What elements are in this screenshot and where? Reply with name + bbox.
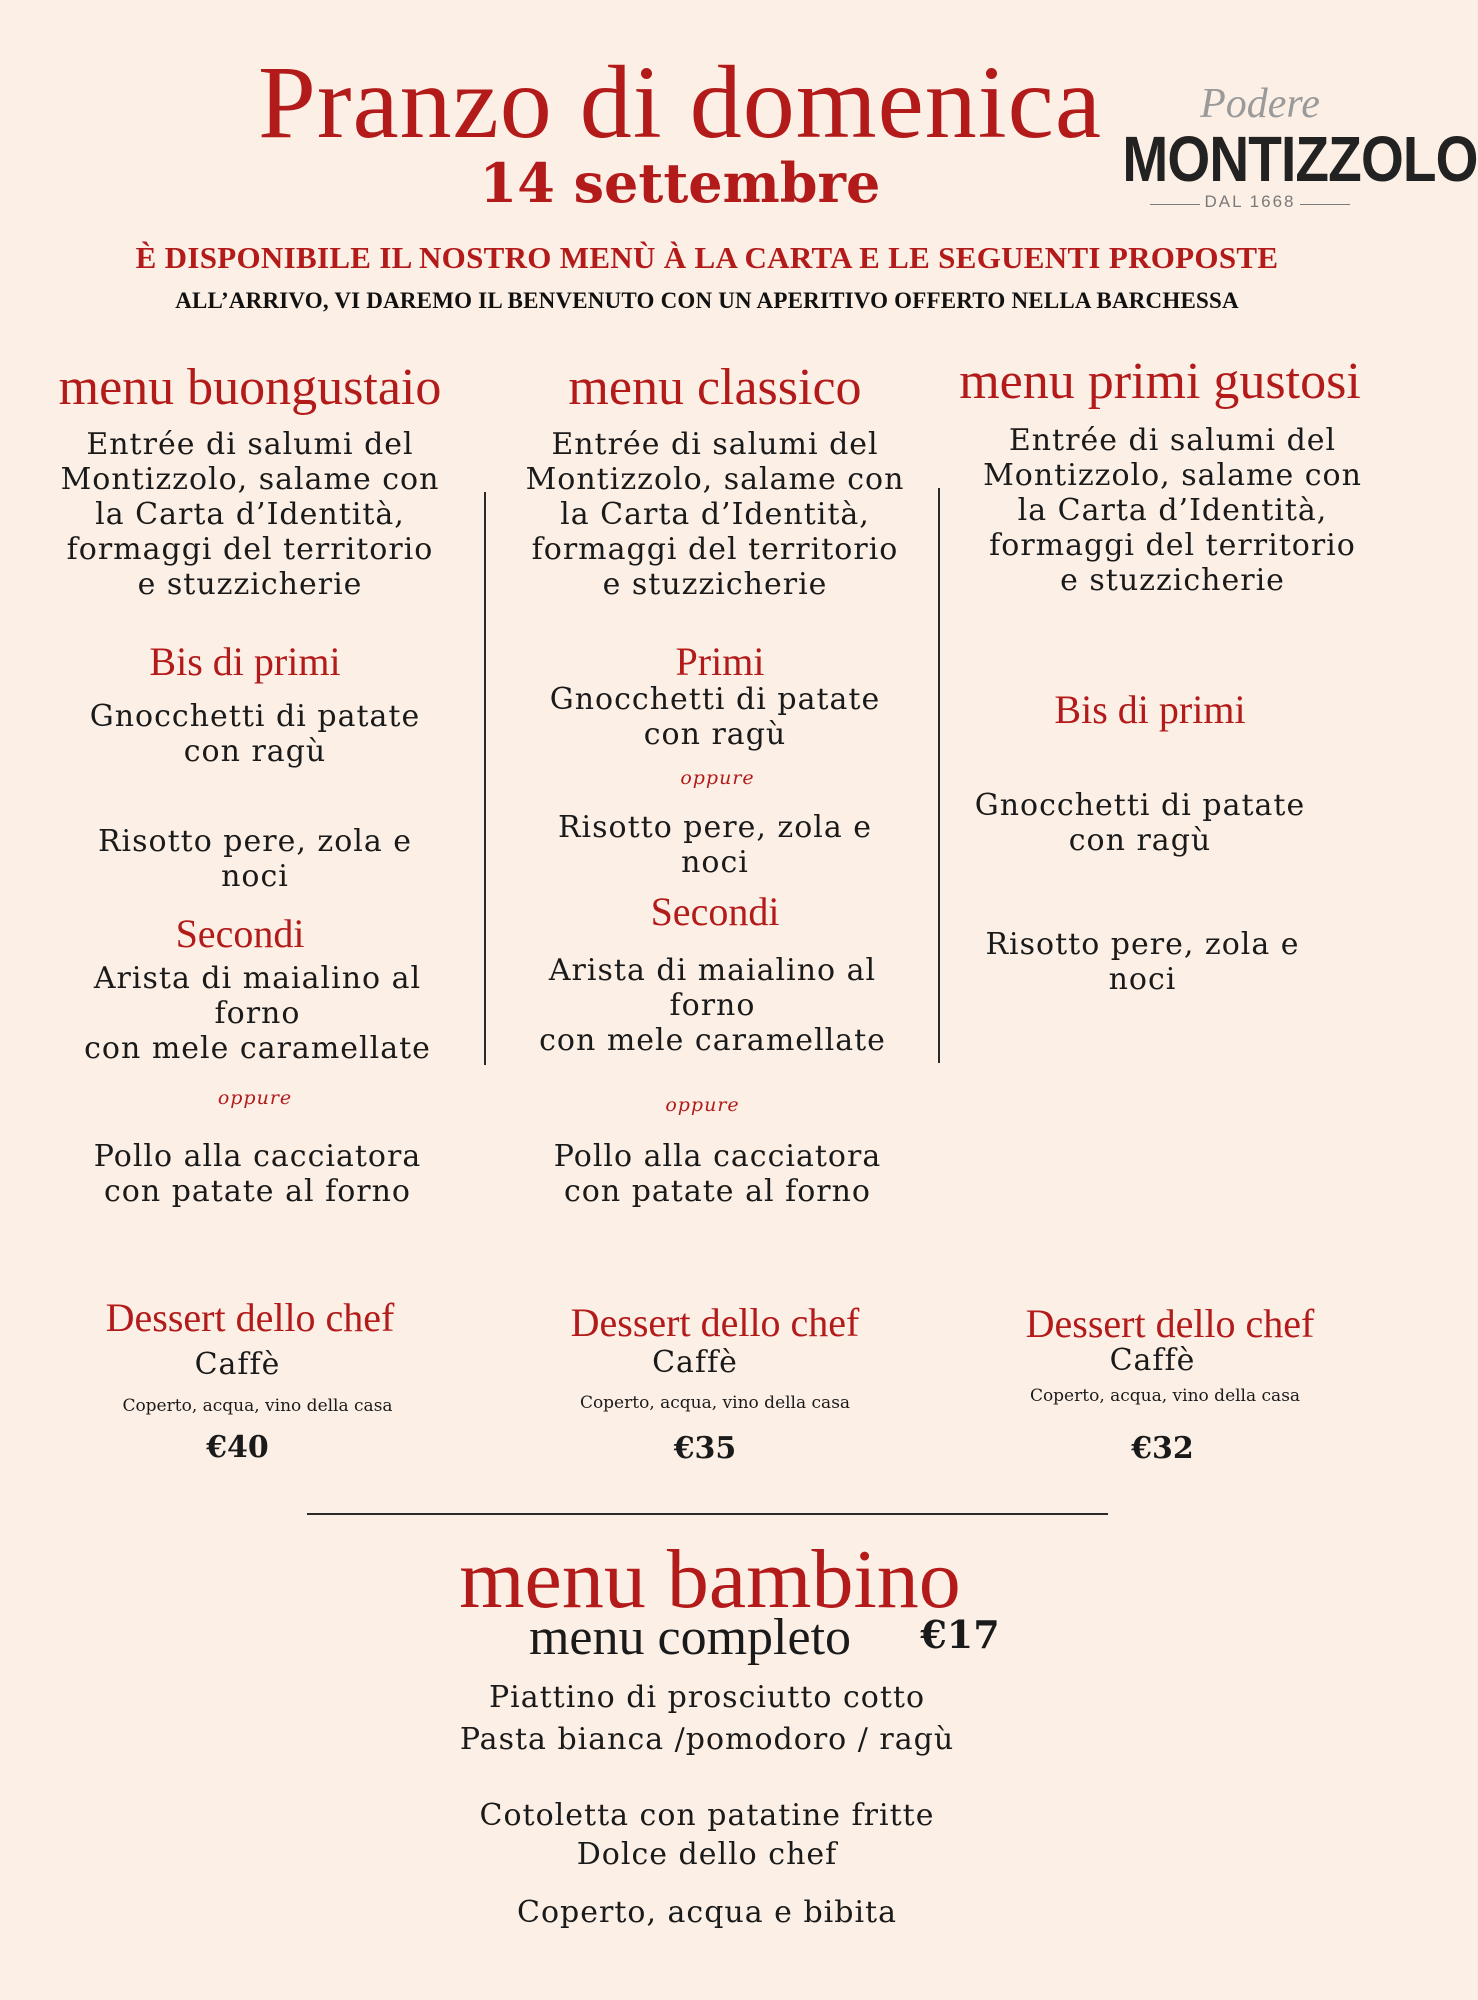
entree-line: formaggi del territorio bbox=[531, 532, 899, 567]
included-classico: Coperto, acqua, vino della casa bbox=[579, 1393, 851, 1413]
oppure-buongustaio: oppure bbox=[217, 1087, 293, 1109]
logo-rule-left bbox=[1150, 204, 1200, 205]
dish-line: Risotto pere, zola e bbox=[557, 810, 873, 845]
price-primi-gustosi: €32 bbox=[1131, 1431, 1194, 1466]
secondo-1-classico bbox=[490, 953, 935, 1058]
dish-line: con patate al forno bbox=[103, 1174, 411, 1209]
dish-line: Pollo alla cacciatora bbox=[553, 1139, 882, 1174]
dish-line: Arista di maialino al bbox=[93, 961, 422, 996]
entree-buongustaio bbox=[20, 427, 480, 602]
menu-title-primi-gustosi: menu primi gustosi bbox=[959, 353, 1361, 410]
kids-item: Pasta bianca /pomodoro / ragù bbox=[459, 1722, 955, 1757]
entree-primi-gustosi bbox=[940, 423, 1405, 598]
dessert-heading-classico: Dessert dello chef bbox=[570, 1300, 860, 1345]
dish-line: Arista di maialino al bbox=[548, 953, 877, 988]
dish-line: noci bbox=[681, 845, 749, 880]
entree-line: e stuzzicherie bbox=[137, 567, 363, 602]
coffee-primi-gustosi: Caffè bbox=[1109, 1343, 1196, 1378]
secondo-2-buongustaio bbox=[20, 1139, 495, 1209]
entree-line: la Carta d’Identità, bbox=[95, 497, 405, 532]
included-primi-gustosi: Coperto, acqua, vino della casa bbox=[1029, 1386, 1301, 1406]
page-title: Pranzo di domenica bbox=[258, 45, 1102, 160]
included-buongustaio: Coperto, acqua, vino della casa bbox=[122, 1396, 393, 1416]
event-date: 14 settembre bbox=[479, 151, 881, 215]
entree-classico bbox=[490, 427, 940, 602]
welcome-note: ALL’ARRIVO, VI DAREMO IL BENVENUTO CON UN APERITIVO OFFERTO NELLA BARCHESSA bbox=[175, 288, 1239, 313]
dish-line: con ragù bbox=[183, 734, 327, 769]
entree-line: e stuzzicherie bbox=[602, 567, 828, 602]
entree-line: Montizzolo, salame con bbox=[60, 462, 440, 497]
dish-line: con ragù bbox=[1068, 823, 1212, 858]
primo-2-classico bbox=[490, 810, 940, 880]
coffee-buongustaio: Caffè bbox=[194, 1347, 281, 1382]
dish-line: Risotto pere, zola e bbox=[985, 927, 1300, 962]
primo-2-primi-gustosi bbox=[940, 927, 1345, 997]
dish-line: con patate al forno bbox=[563, 1174, 871, 1209]
dessert-heading-buongustaio: Dessert dello chef bbox=[105, 1295, 395, 1340]
dish-line: con mele caramellate bbox=[84, 1031, 431, 1066]
secondo-2-classico bbox=[490, 1139, 945, 1209]
price-buongustaio: €40 bbox=[206, 1430, 269, 1465]
primi-heading-buongustaio: Bis di primi bbox=[149, 639, 341, 684]
dish-line: forno bbox=[669, 988, 756, 1023]
menu-title-buongustaio: menu buongustaio bbox=[58, 359, 442, 416]
kids-menu-price: €17 bbox=[920, 1612, 1000, 1657]
primo-2-buongustaio bbox=[20, 824, 490, 894]
entree-line: Montizzolo, salame con bbox=[983, 458, 1362, 493]
dish-line: forno bbox=[214, 996, 301, 1031]
dish-line: noci bbox=[1108, 962, 1177, 997]
logo-rule-right bbox=[1300, 204, 1350, 205]
logo-since bbox=[1150, 192, 1350, 216]
entree-line: Entrée di salumi del bbox=[86, 427, 414, 462]
section-divider bbox=[307, 1513, 1108, 1515]
menu-title-classico: menu classico bbox=[568, 359, 862, 416]
primo-1-buongustaio bbox=[20, 699, 490, 769]
dish-line: Gnocchetti di patate bbox=[974, 788, 1306, 823]
dish-line: con ragù bbox=[643, 717, 787, 752]
entree-line: Entrée di salumi del bbox=[1008, 423, 1337, 458]
dish-line: Risotto pere, zola e bbox=[97, 824, 413, 859]
logo-name: MONTIZZOLO bbox=[1122, 123, 1478, 195]
coffee-classico: Caffè bbox=[652, 1345, 738, 1380]
oppure-classico: oppure bbox=[665, 1094, 740, 1116]
entree-line: Montizzolo, salame con bbox=[525, 462, 905, 497]
secondi-heading-buongustaio: Secondi bbox=[175, 911, 305, 956]
secondo-1-buongustaio bbox=[20, 961, 495, 1066]
entree-line: la Carta d’Identità, bbox=[560, 497, 870, 532]
entree-line: formaggi del territorio bbox=[66, 532, 434, 567]
dessert-heading-primi-gustosi: Dessert dello chef bbox=[1025, 1301, 1315, 1346]
primo-1-primi-gustosi bbox=[940, 788, 1340, 858]
oppure-primi-classico: oppure bbox=[680, 767, 755, 789]
logo-podere: Podere bbox=[1200, 81, 1320, 127]
entree-line: Entrée di salumi del bbox=[551, 427, 879, 462]
logo-since-text: DAL 1668 bbox=[1204, 192, 1296, 211]
primi-heading-primi-gustosi: Bis di primi bbox=[1054, 687, 1246, 732]
primo-1-classico bbox=[490, 682, 940, 752]
kids-menu-title: menu bambino bbox=[459, 1533, 961, 1626]
dish-line: noci bbox=[221, 859, 289, 894]
kids-item: Piattino di prosciutto cotto bbox=[488, 1680, 926, 1715]
secondi-heading-classico: Secondi bbox=[650, 889, 780, 934]
entree-line: e stuzzicherie bbox=[1060, 563, 1285, 598]
kids-item: Cotoletta con patatine fritte bbox=[479, 1798, 935, 1833]
dish-line: Gnocchetti di patate bbox=[89, 699, 421, 734]
price-classico: €35 bbox=[673, 1431, 737, 1466]
kids-included: Coperto, acqua e bibita bbox=[517, 1895, 897, 1930]
entree-line: la Carta d’Identità, bbox=[1017, 493, 1328, 528]
dish-line: Gnocchetti di patate bbox=[549, 682, 881, 717]
dish-line: Pollo alla cacciatora bbox=[93, 1139, 422, 1174]
primi-heading-classico: Primi bbox=[675, 639, 765, 684]
announcement: È DISPONIBILE IL NOSTRO MENÙ À LA CARTA E LE SEGUENTI PROPOSTE bbox=[135, 240, 1279, 275]
kids-item: Dolce dello chef bbox=[576, 1837, 838, 1872]
dish-line: con mele caramellate bbox=[539, 1023, 886, 1058]
entree-line: formaggi del territorio bbox=[989, 528, 1356, 563]
kids-menu-subtitle: menu completo bbox=[528, 1609, 852, 1666]
